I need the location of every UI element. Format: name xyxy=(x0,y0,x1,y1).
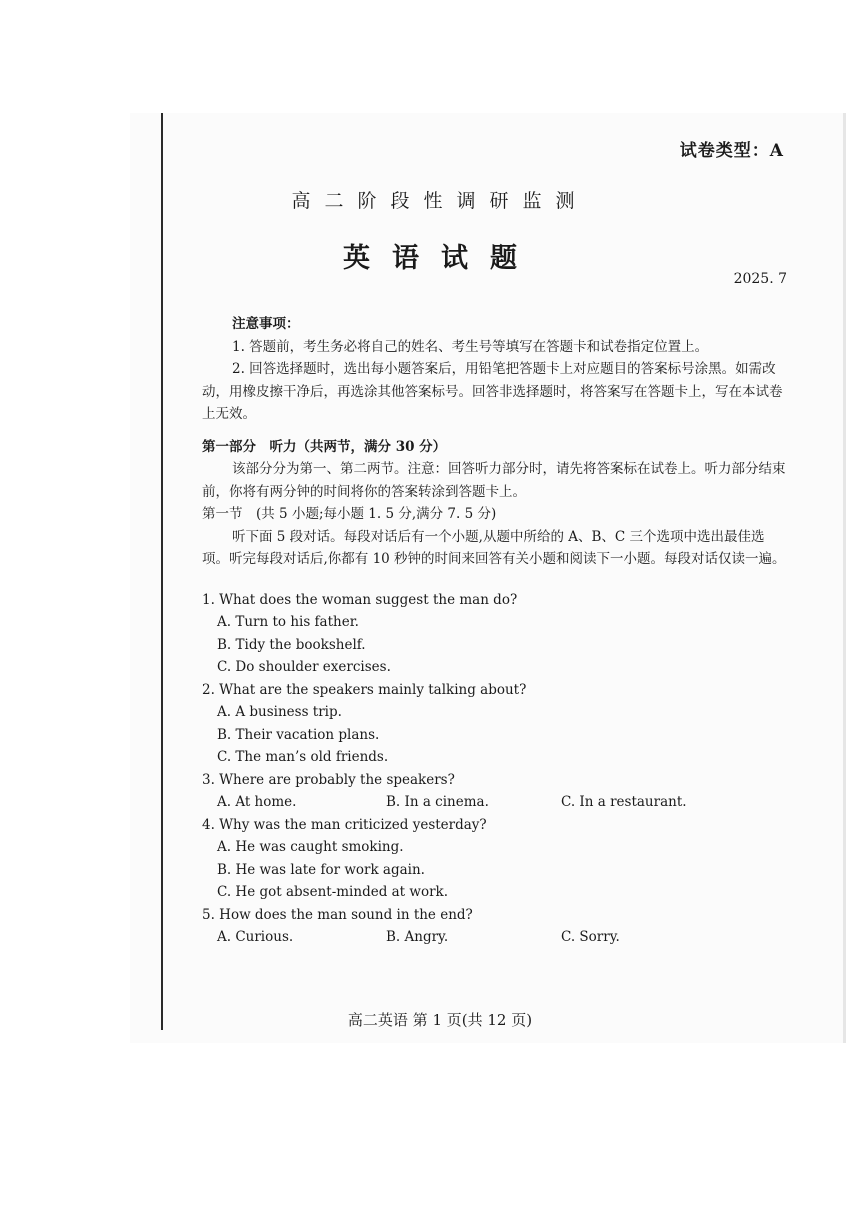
question-3-stem: 3. Where are probably the speakers? xyxy=(202,771,455,788)
question-4-stem: 4. Why was the man criticized yesterday? xyxy=(202,816,487,833)
question-5-options xyxy=(202,926,788,949)
exam-name: 高二阶段性调研监测 xyxy=(291,190,589,212)
question-5-option-a: A. Curious. xyxy=(217,929,294,945)
question-1-option-c: C. Do shoulder exercises. xyxy=(217,659,391,675)
question-4-option-a: A. He was caught smoking. xyxy=(217,839,404,855)
question-5-stem: 5. How does the man sound in the end? xyxy=(202,906,473,923)
paper-type: 试卷类型：A xyxy=(679,141,784,161)
question-3-option-a: A. At home. xyxy=(217,794,297,810)
question-1-option-b: B. Tidy the bookshelf. xyxy=(217,636,366,653)
question-4-option-c: C. He got absent-minded at work. xyxy=(217,884,449,900)
question-3-option-c: C. In a restaurant. xyxy=(561,794,687,810)
question-5-option-b: B. Angry. xyxy=(386,929,449,945)
question-2-stem: 2. What are the speakers mainly talking about? xyxy=(202,681,527,698)
part1-intro: 该部分分为第一、第二两节。注意：回答听力部分时，请先将答案标在试卷上。听力部分结束前，你将有两分钟的时间将你的答案转涂到答题卡上。 xyxy=(202,461,786,500)
question-3-options xyxy=(202,791,788,814)
section1-intro: 听下面 5 段对话。每段对话后有一个小题,从题中所给的 A、B、C 三个选项中选出最佳选项。听完每段对话后,你都有 10 秒钟的时间来回答有关小题和阅读下一小题。每段对话仅读一遍。 xyxy=(202,528,786,567)
question-3-option-b: B. In a cinema. xyxy=(386,794,489,810)
subject-title: 英语试题 xyxy=(343,243,539,274)
section1-title: 第一节 (共 5 小题;每小题 1. 5 分,满分 7. 5 分) xyxy=(202,506,497,522)
document-body xyxy=(202,313,788,949)
question-2-option-a: A. A business trip. xyxy=(217,704,342,720)
question-5-option-c: C. Sorry. xyxy=(561,929,620,945)
page-footer: 高二英语 第 1 页(共 12 页) xyxy=(347,1011,533,1029)
notice-item-2: 2. 回答选择题时，选出每小题答案后，用铅笔把答题卡上对应题目的答案标号涂黑。如需改动，用橡皮擦干净后，再选涂其他答案标号。回答非选择题时，将答案写在答题卡上，写在本试卷上无效。 xyxy=(202,361,783,422)
notice-title: 注意事项： xyxy=(232,316,300,332)
part1-title: 第一部分 听力（共两节，满分 30 分） xyxy=(202,438,447,455)
notice-item-1: 1. 答题前，考生务必将自己的姓名、考生号等填写在答题卡和试卷指定位置上。 xyxy=(232,338,709,355)
question-2-option-c: C. The man’s old friends. xyxy=(217,749,389,765)
question-2-option-b: B. Their vacation plans. xyxy=(217,726,380,743)
question-1-stem: 1. What does the woman suggest the man do? xyxy=(202,591,518,608)
question-4-option-b: B. He was late for work again. xyxy=(217,861,425,878)
question-1-option-a: A. Turn to his father. xyxy=(217,614,359,630)
exam-date: 2025. 7 xyxy=(733,271,787,287)
